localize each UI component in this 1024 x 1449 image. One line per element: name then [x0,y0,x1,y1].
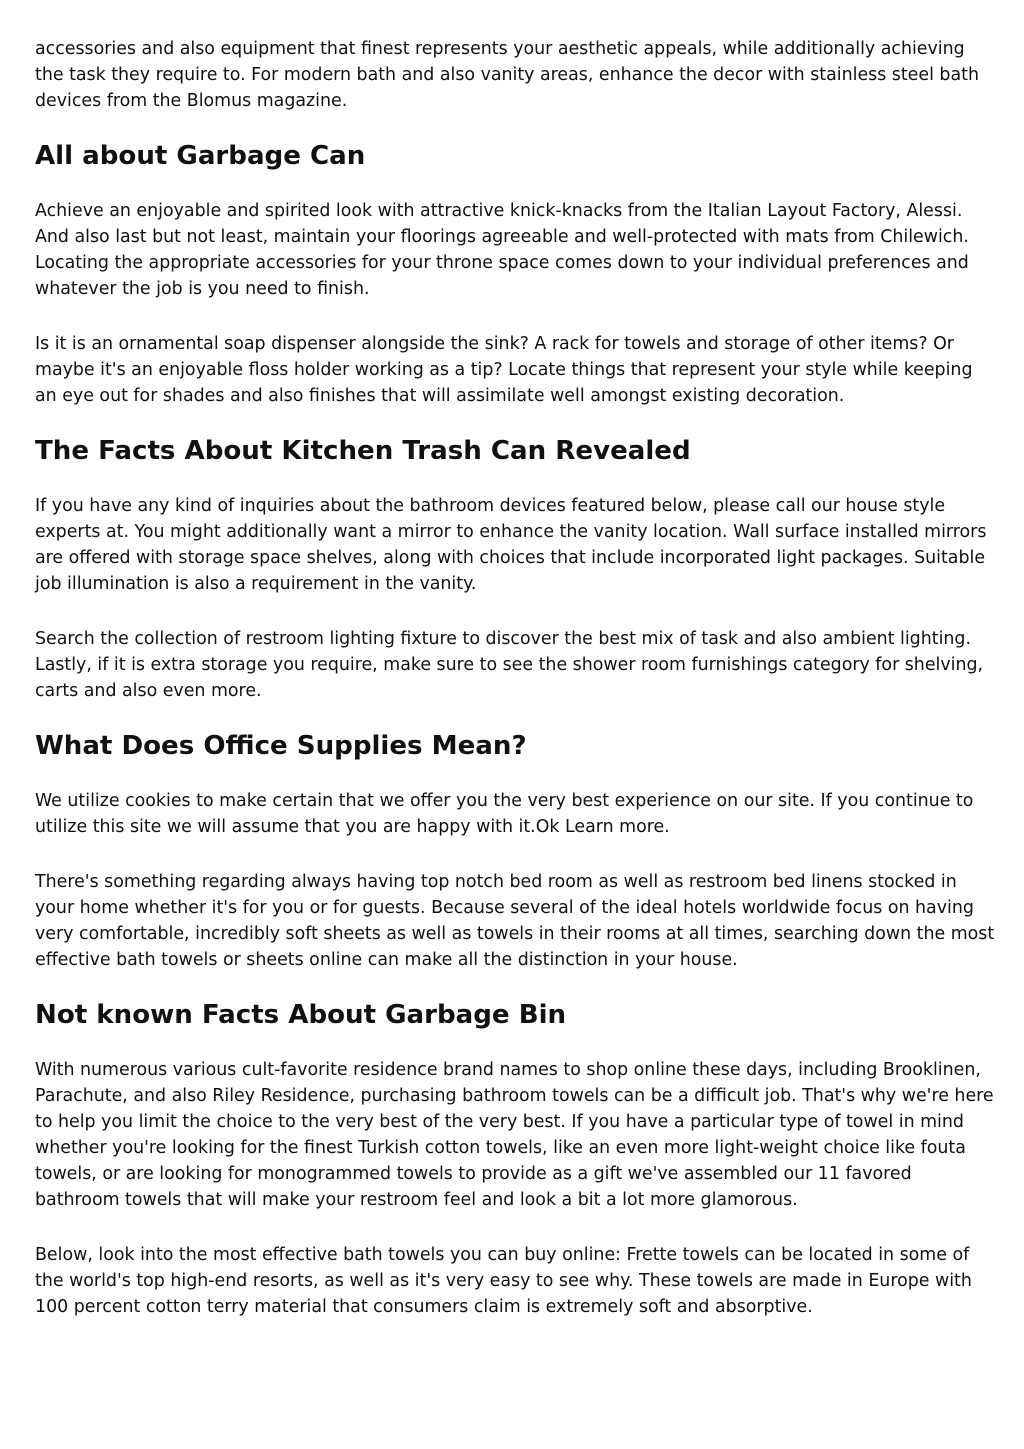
paragraph-alessi: Achieve an enjoyable and spirited look with attractive knick-knacks from the Italian Layout Factory, Alessi. And also last but not least, maintain your floorings agreeable and well-protected with mats from Chilewich. Locating the appropriate accessories for your throne space comes down to your individual preferences and whatever the job is you need to finish. [35,201,969,299]
heading-kitchen-trash-can: The Facts About Kitchen Trash Can Revealed [35,436,691,466]
paragraph-frette-towels: Below, look into the most effective bath towels you can buy online: Frette towels can be located in some of the world's top high-end resorts, as well as it's very easy to see why. These towels are made in Europe with 100 percent cotton terry material that consumers claim is extremely soft and absorptive. [35,1245,972,1317]
paragraph-inquiries: If you have any kind of inquiries about the bathroom devices featured below, please call our house style experts at. You might additionally want a mirror to enhance the vanity location. Wall surface installed mirrors are offered with storage space shelves, along with choices that include incorporated light packages. Suitable job illumination is also a requirement in the vanity. [35,496,987,594]
paragraph-intro: accessories and also equipment that finest represents your aesthetic appeals, while additionally achieving the task they require to. For modern bath and also vanity areas, enhance the decor with stainless steel bath devices from the Blomus magazine. [35,39,979,111]
paragraph-bed-linens: There's something regarding always having top notch bed room as well as restroom bed linens stocked in your home whether it's for you or for guests. Because several of the ideal hotels worldwide focus on having very comfortable, incredibly soft sheets as well as towels in their rooms at all times, searching down the most effective bath towels or sheets online can make all the distinction in your house. [35,872,995,970]
paragraph-cookies: We utilize cookies to make certain that we offer you the very best experience on our site. If you continue to utilize this site we will assume that you are happy with it.Ok Learn more. [35,791,974,837]
paragraph-brand-names: With numerous various cult-favorite residence brand names to shop online these days, including Brooklinen, Parachute, and also Riley Residence, purchasing bathroom towels can be a difficult job. That's why we're here to help you limit the choice to the very best of the very best. If you have a particular type of towel in mind whether you're looking for the finest Turkish cotton towels, like an even more light-weight choice like fouta towels, or are looking for monogrammed towels to provide as a gift we've assembled our 11 favored bathroom towels that will make your restroom feel and look a bit a lot more glamorous. [35,1060,994,1210]
heading-garbage-bin: Not known Facts About Garbage Bin [35,1000,567,1030]
paragraph-soap-dispenser: Is it is an ornamental soap dispenser alongside the sink? A rack for towels and storage of other items? Or maybe it's an enjoyable floss holder working as a tip? Locate things that represent your style while keeping an eye out for shades and also finishes that will assimilate well amongst existing decoration. [35,334,973,406]
document-page [35,36,995,1349]
heading-office-supplies: What Does Office Supplies Mean? [35,731,527,761]
paragraph-lighting: Search the collection of restroom lighting fixture to discover the best mix of task and also ambient lighting. Lastly, if it is extra storage you require, make sure to see the shower room furnishings category for shelving, carts and also even more. [35,629,984,701]
heading-garbage-can: All about Garbage Can [35,141,366,171]
